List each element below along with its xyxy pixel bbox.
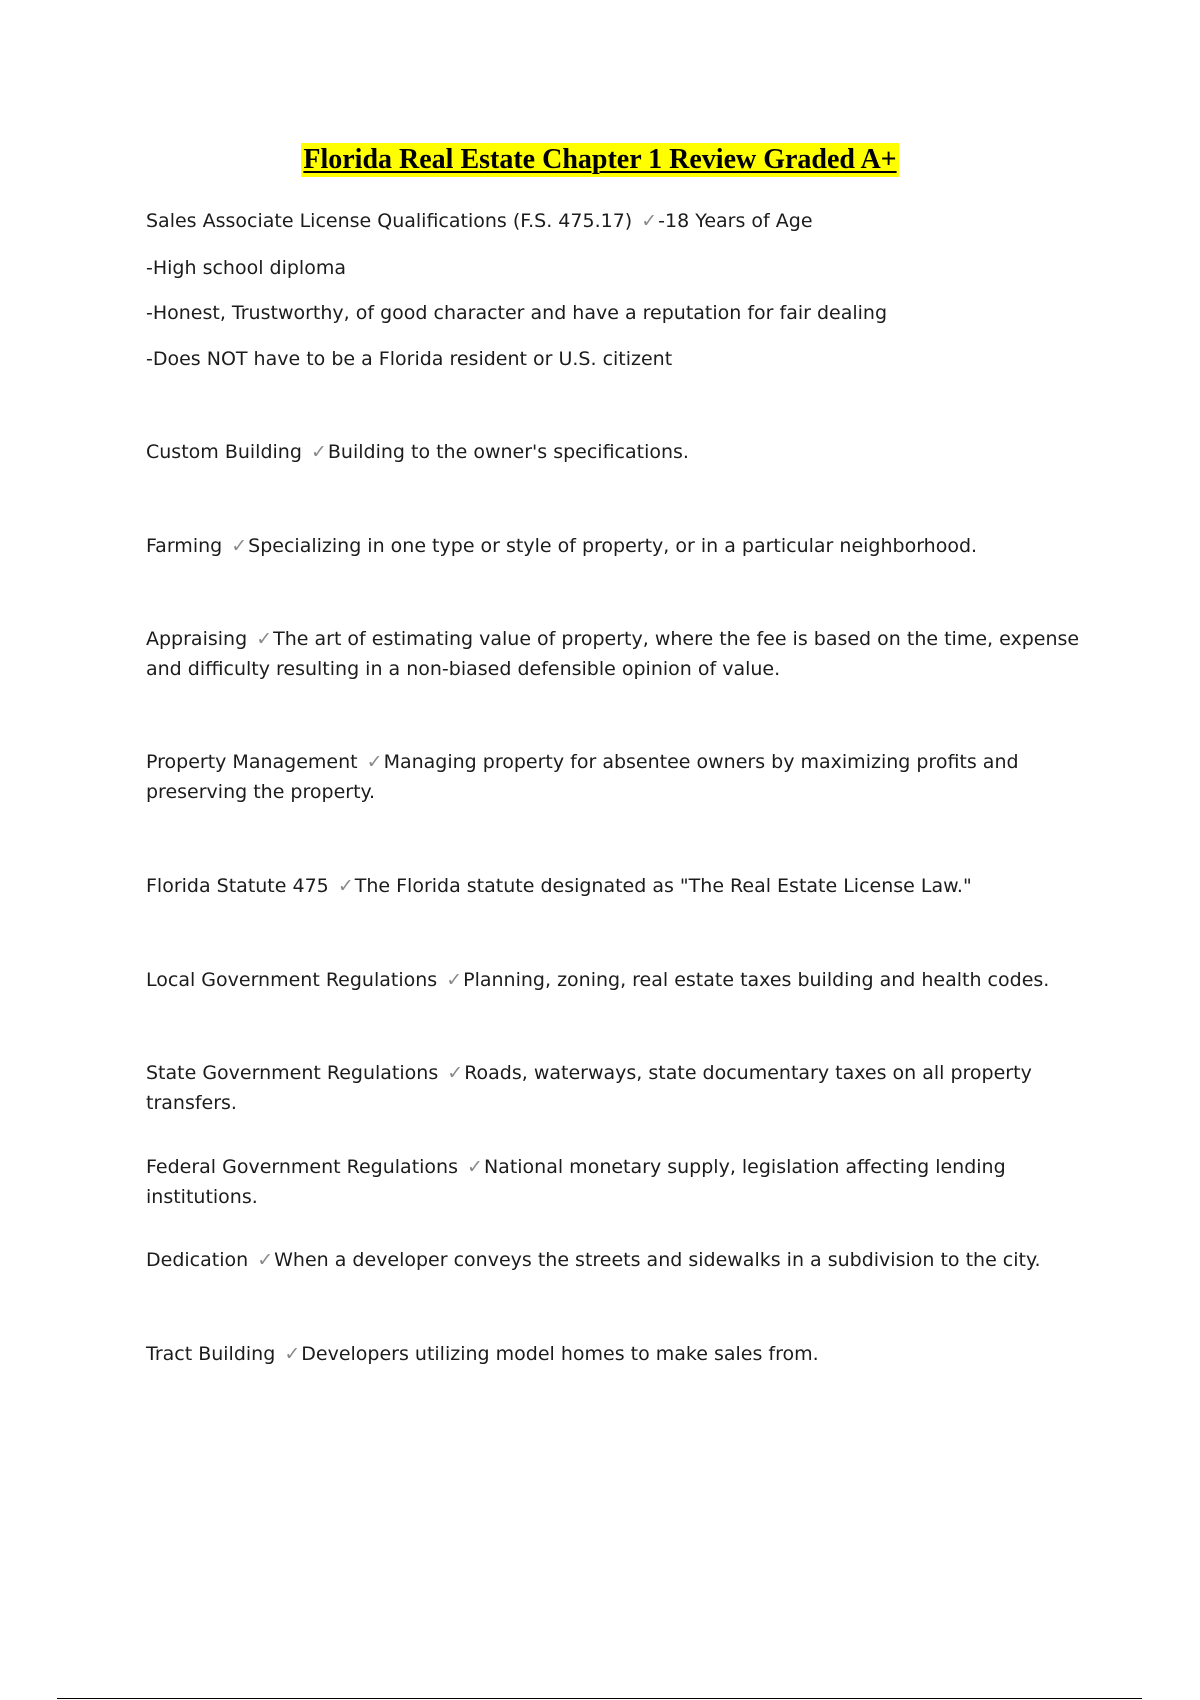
term: Federal Government Regulations xyxy=(146,1156,458,1178)
definition: Planning, zoning, real estate taxes building and health codes. xyxy=(463,969,1050,991)
check-icon: ✓ xyxy=(467,1156,483,1178)
definition: The Florida statute designated as "The Real Estate License Law." xyxy=(354,875,972,897)
check-icon: ✓ xyxy=(310,441,327,463)
definition: Roads, waterways, state documentary taxes on all property transfers. xyxy=(146,1062,1032,1114)
qualifications-block xyxy=(146,206,1086,374)
check-icon: ✓ xyxy=(641,210,658,232)
term: Appraising xyxy=(146,628,248,650)
term: Florida Statute 475 xyxy=(146,875,329,897)
glossary-entry xyxy=(146,1152,1086,1212)
term: Tract Building xyxy=(146,1343,276,1365)
term: Sales Associate License Qualifications (F.S. 475.17) xyxy=(146,210,633,232)
check-icon: ✓ xyxy=(284,1343,301,1365)
definition: The art of estimating value of property, where the fee is based on the time, expense and difficulty resulting in a non-biased defensible opinion of value. xyxy=(146,628,1080,680)
glossary-entry xyxy=(146,437,1086,467)
title-container xyxy=(0,143,1200,177)
definition: When a developer conveys the streets and sidewalks in a subdivision to the city. xyxy=(274,1249,1041,1271)
glossary-entry xyxy=(146,871,1086,901)
glossary-entry xyxy=(146,1058,1086,1118)
term: Local Government Regulations xyxy=(146,969,438,991)
check-icon: ✓ xyxy=(366,751,383,773)
glossary-entry xyxy=(146,531,1086,561)
glossary-entry xyxy=(146,1339,1086,1369)
qualification-line: -Does NOT have to be a Florida resident or U.S. citizent xyxy=(146,348,673,370)
glossary-entry xyxy=(146,624,1086,684)
term: Dedication xyxy=(146,1249,249,1271)
check-icon: ✓ xyxy=(257,1249,274,1271)
term: Property Management xyxy=(146,751,358,773)
footer-divider xyxy=(57,1698,1142,1699)
document-title: Florida Real Estate Chapter 1 Review Graded A+ xyxy=(303,144,897,175)
definition: Developers utilizing model homes to make sales from. xyxy=(301,1343,819,1365)
term: Custom Building xyxy=(146,441,302,463)
definition: Building to the owner's specifications. xyxy=(327,441,689,463)
qualification-line: -Honest, Trustworthy, of good character and have a reputation for fair dealing xyxy=(146,302,888,324)
definition: -18 Years of Age xyxy=(658,210,813,232)
check-icon: ✓ xyxy=(337,875,354,897)
glossary-entry xyxy=(146,747,1086,807)
definition: Specializing in one type or style of property, or in a particular neighborhood. xyxy=(248,535,978,557)
check-icon: ✓ xyxy=(256,628,273,650)
term: Farming xyxy=(146,535,223,557)
term: State Government Regulations xyxy=(146,1062,439,1084)
qualification-line: -High school diploma xyxy=(146,257,346,279)
check-icon: ✓ xyxy=(447,1062,464,1084)
check-icon: ✓ xyxy=(231,535,248,557)
check-icon: ✓ xyxy=(446,969,463,991)
glossary-entry xyxy=(146,965,1086,995)
qualification-line xyxy=(146,206,1086,236)
definition: Managing property for absentee owners by maximizing profits and preserving the property. xyxy=(146,751,1019,803)
definition: National monetary supply, legislation affecting lending institutions. xyxy=(146,1156,1006,1208)
glossary-entry xyxy=(146,1245,1086,1275)
